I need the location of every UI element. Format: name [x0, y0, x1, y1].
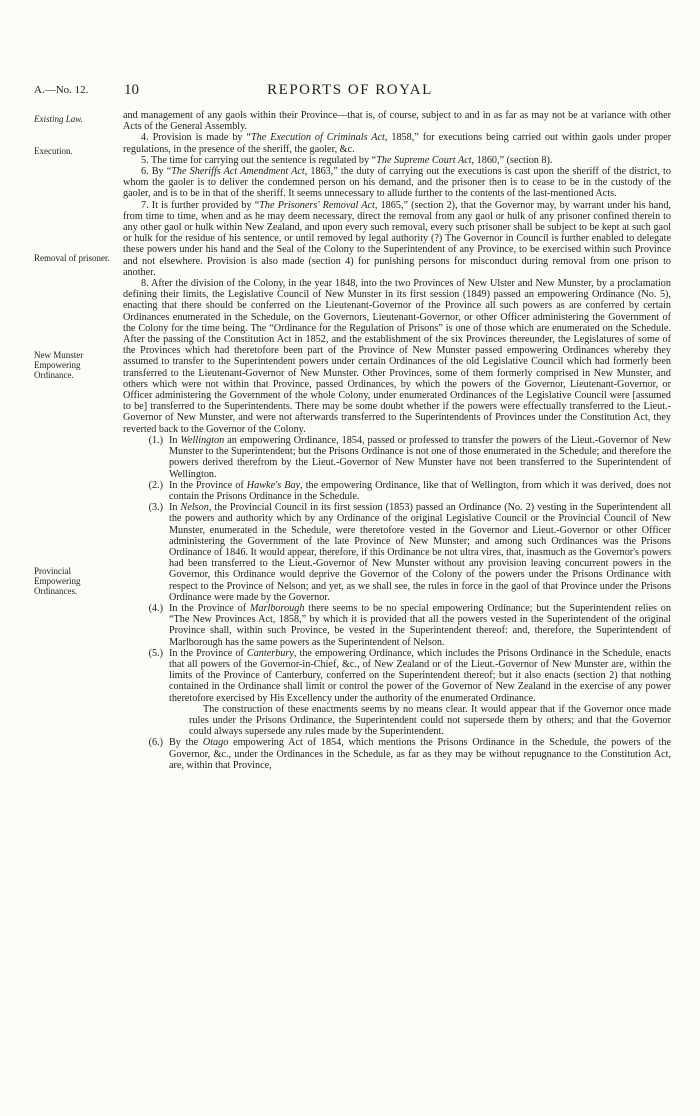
page-number: 10 — [124, 82, 139, 98]
list-item: (5.) In the Province of Canterbury, the empowering Ordinance, which includes the Prisons Ordinance in the Schedule, enacts that all powers of the Governor-in-Chief, &c., of New Zealand or of the Lieut.-Governor of New Munster are, within the limits of the Province of Canterbury, conferred on the Superintendent thereof; but it also enacts (section 2) that nothing contained in the Ordinance shall limit or control the power of the Governor of New Zealand in the exercise of any power theretofore exercised by His Excellency under the authority of the enumerated Ordinance. — [148, 647, 672, 704]
list-item: (3.) In Nelson, the Provincial Council in its first session (1853) passed an Ordinance (No. 2) vesting in the Superintendent all the powers and authority which by any Ordinance of the original Legislative Council or the Provincial Council of New Munster, enumerated in the Schedule, were theretofore vested in the Governor and Lieut.-Governor or other Officer administering the Government of the late Province of New Munster; and among such Ordinances was the Prisons Ordinance of 1846. It would appear, therefore, if this Ordinance be not ultra vires, that, inasmuch as the Governor's powers had been transferred to the Lieut.-Governor of New Munster without any provision leaving concurrent powers in the Governor, this Ordinance would deprive the Governor of the Colony of the powers under the Prisons Ordinance with respect to the Province of Nelson; and yet, as we shall see, the rules in force in the gaol of that Province under the Prisons Ordinance were made by the Governor. — [148, 502, 671, 603]
page-title: REPORTS OF ROYAL — [267, 82, 433, 98]
list-item: (6.) By the Otago empowering Act of 1854, which mentions the Prisons Ordinance in the Schedule, the powers of the Governor, &c., under the Ordinances in the Schedule, as far as they may be without repugnance to the Constitution Act, are, within that Province, — [148, 737, 671, 771]
margin-note-existing-law: Existing Law. — [34, 114, 83, 124]
body-text — [123, 110, 671, 771]
paragraph-8: 8. After the division of the Colony, in the year 1848, into the two Provinces of New Ulster and New Munster, by a proclamation defining their limits, the Legislative Council of New Munster in its first session (1849) passed an empowering Ordinance (No. 5), enacting that there should be conferred on the Lieutenant-Governor of the Province all such powers as are conferred by certain Ordinances enumerated in the Schedule, on the Governors, Lieutenant-Governor, or other Officer administering the Government of the Colony for the time being. The “Ordinance for the Regulation of Prisons” is one of those which are enumerated on the Schedule. After the passing of the Constitution Act in 1852, and the establishment of the six Provinces thereunder, the Legislatures of some of the Provinces which had theretofore been part of the Province of New Munster passed empowering Ordinances whereby they assumed to transfer to the Superintendent powers under certain Ordinances of the old Legislative Council which had formerly been transferred to the Lieutenant-Governor of New Munster. Other Provinces, some of them formerly comprised in New Munster, and others which were not within that Province, passed Ordinances, by which the powers of the Governor, Lieutenant-Governor, or Officer administering the Government of the whole Colony, under enumerated Ordinances of the Legislative Council were [assumed to be] transferred to the Superintendents. There may be some doubt whether if the powers were effectually transferred to the Lieut.-Governor of New Munster, and were not afterwards transferred to the Superintendents of Provinces under the Constitution Act, they reverted back to the Governor of the Colony. — [123, 278, 671, 435]
margin-note-removal: Removal of prisoner. — [34, 253, 110, 263]
margin-note-provincial: Provincial Empowering Ordinances. — [34, 566, 81, 596]
paragraph-4: 4. Provision is made by “The Execution of Criminals Act, 1858,” for executions being carried out within gaols under proper regulations, in the presence of the sheriff, the gaoler, &c. — [123, 132, 672, 155]
list-item: (1.) In Wellington an empowering Ordinance, 1854, passed or professed to transfer the powers of the Lieut.-Governor of New Munster to the Superintendent; but the Prisons Ordinance is not one of those enumerated in the Schedule; and therefore the powers derived therefrom by the Lieut.-Governor of New Munster have not been transferred to the Superintendent of Wellington. — [148, 434, 671, 480]
paragraph-5: 5. The time for carrying out the sentence is regulated by “The Supreme Court Act, 1860,” (section 8). — [141, 154, 553, 166]
document-reference: A.—No. 12. — [34, 84, 89, 96]
list-item: (2.) In the Province of Hawke's Bay, the empowering Ordinance, like that of Wellington, from which it was derived, does not contain the Prisons Ordinance in the Schedule. — [148, 479, 671, 502]
list-subparagraph: The construction of these enactments seems by no means clear. It would appear that if the Governor once made rules under the Prisons Ordinance, the Superintendent could not supersede them by others; and that the Governor could always supersede any rules made by the Superintendent. — [189, 703, 671, 738]
paragraph-6: 6. By “The Sheriffs Act Amendment Act, 1863,” the duty of carrying out the executions is cast upon the sheriff of the district, to whom the gaoler is to deliver the condemned person on his demand, and the prisoner then is to cease to be in the custody of the gaoler, and is to be in that of the sheriff. It seems unnecessary to allude further to the contents of the last-mentioned Acts. — [123, 166, 671, 200]
margin-note-execution: Execution. — [34, 146, 73, 156]
list-item: (4.) In the Province of Marlborough there seems to be no special empowering Ordinance; but the Superintendent relies on “The New Provinces Act, 1858,” by which it is provided that all the powers vested in the Superintendent of the original Province shall, within such Province, be vested in the Superintendent thereof: and, therefore, the Superintendent of Marlborough has the same powers as the Superintendent of Nelson. — [148, 602, 671, 648]
paragraph-continued: and management of any gaols within their Province—that is, of course, subject to and in as far as may not be at variance with other Acts of the General Assembly. — [123, 110, 671, 133]
margin-note-new-munster: New Munster Empowering Ordinance. — [34, 350, 84, 380]
paragraph-7: 7. It is further provided by “The Prisoners' Removal Act, 1865,” (section 2), that the Governor may, by warrant under his hand, from time to time, when and as he may deem necessary, direct the removal from any gaol or hulk of any prisoner confined therein to any other gaol or hulk within New Zealand, and upon every such removal, every such prisoner shall be subject to be kept at such gaol or hulk for the residue of his sentence, or until removed by legal authority (?) The Governor in Council is further enabled to delegate these powers under his hand and the Seal of the Colony to the Superintendent of any Province, to be exercised within such Province and not elsewhere. Provision is also made (section 4) for punishing persons for misconduct during removal from one prison to another. — [123, 199, 671, 278]
page-header — [0, 82, 700, 102]
